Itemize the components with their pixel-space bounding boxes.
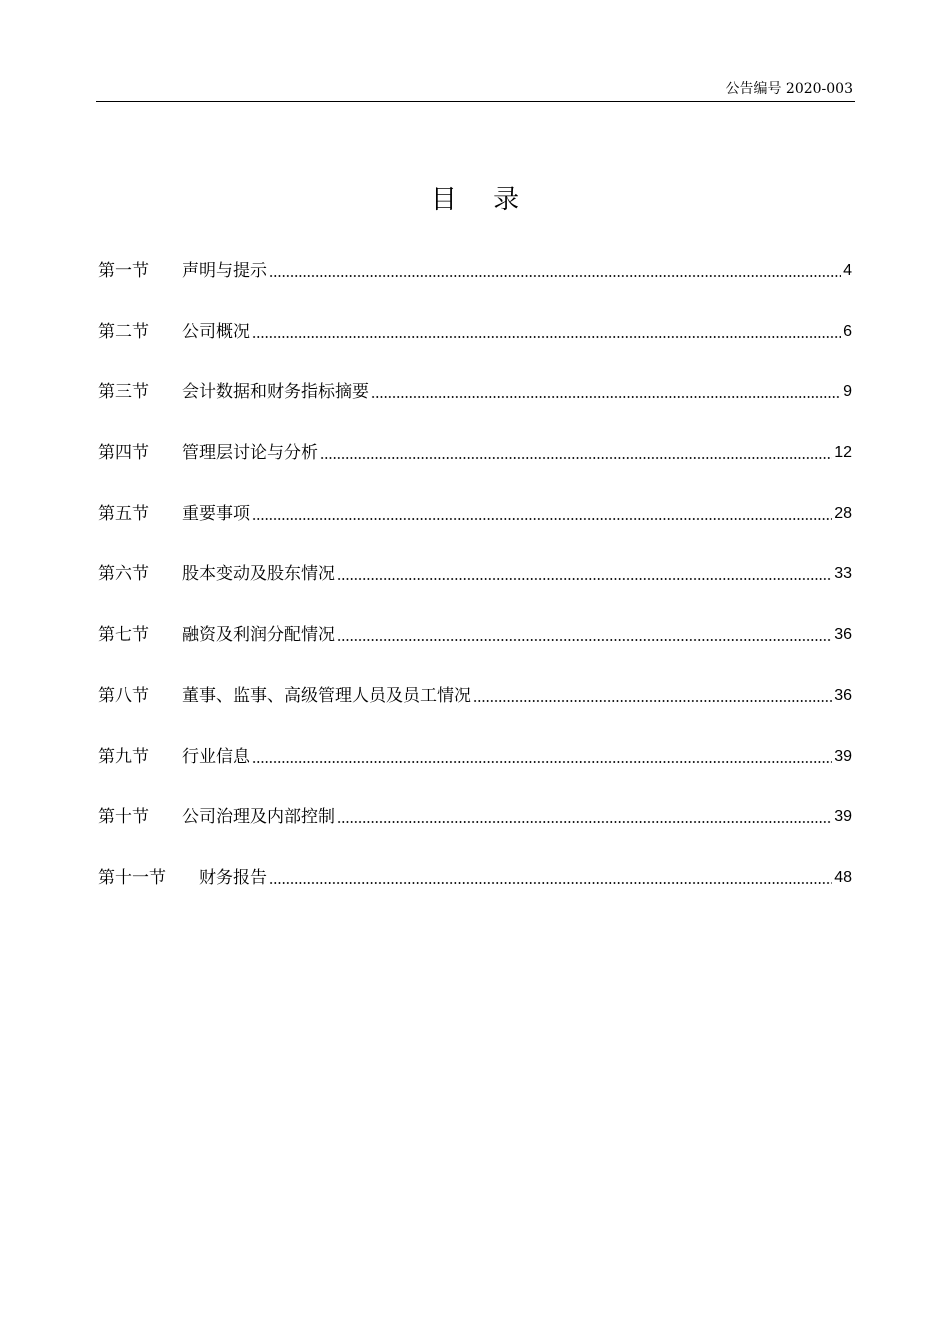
toc-section-title: 股本变动及股东情况 [182,564,335,585]
toc-section-number: 第三节 [98,382,149,403]
toc-dot-leader [252,742,832,764]
toc-dot-leader [320,438,832,460]
toc-section-title: 融资及利润分配情况 [182,625,335,646]
toc-entry[interactable] [98,742,852,803]
toc-entry[interactable] [98,681,852,742]
toc-entry[interactable] [98,499,852,560]
toc-dot-leader [371,377,841,399]
toc-section-number: 第十一节 [98,867,166,888]
toc-entry[interactable] [98,317,852,378]
toc-section-title: 行业信息 [182,746,250,767]
toc-section-number: 第二节 [98,321,149,342]
toc-title: 目 录 [430,185,534,215]
toc-entry[interactable] [98,256,852,317]
toc-page-number: 48 [834,868,852,886]
toc-page-number: 12 [834,444,852,462]
toc-section-number: 第五节 [98,503,149,524]
toc-section-title: 财务报告 [199,867,267,888]
toc-page-number: 6 [843,322,852,340]
toc-dot-leader [252,317,841,339]
announcement-code: 公告编号 2020-003 [725,81,853,97]
toc-page-number: 36 [834,686,852,704]
toc-section-title: 管理层讨论与分析 [182,443,318,464]
toc-section-number: 第八节 [98,685,149,706]
toc-page-number: 39 [834,747,852,765]
toc-section-title: 公司治理及内部控制 [182,807,335,828]
toc-dot-leader [337,559,832,581]
toc-section-number: 第一节 [98,261,149,281]
toc-section-title: 董事、监事、高级管理人员及员工情况 [182,685,471,706]
toc-section-number: 第九节 [98,746,149,767]
toc-entry[interactable] [98,863,852,924]
toc-section-title: 重要事项 [182,503,250,524]
toc-section-number: 第十节 [98,807,149,828]
toc-dot-leader [252,499,832,521]
toc-page-number: 33 [834,565,852,583]
toc-dot-leader [269,863,832,885]
toc-section-title: 公司概况 [182,321,250,342]
toc-section-title: 声明与提示 [182,261,267,281]
toc-dot-leader [337,620,832,642]
toc-section-title: 会计数据和财务指标摘要 [182,382,369,403]
toc-entry[interactable] [98,377,852,438]
toc-page-number: 28 [834,504,852,522]
toc-section-number: 第六节 [98,564,149,585]
toc-dot-leader [473,681,832,703]
toc-entry[interactable] [98,802,852,863]
toc-entry[interactable] [98,620,852,681]
header-divider [96,101,855,102]
toc-page-number: 36 [834,626,852,644]
toc-dot-leader [269,256,841,278]
toc-page-number: 39 [834,808,852,826]
toc-dot-leader [337,802,832,824]
toc-section-number: 第四节 [98,443,149,464]
toc-entry[interactable] [98,438,852,499]
toc-entry[interactable] [98,559,852,620]
toc-section-number: 第七节 [98,625,149,646]
table-of-contents [98,256,852,924]
toc-page-number: 4 [843,262,852,279]
toc-page-number: 9 [843,383,852,401]
